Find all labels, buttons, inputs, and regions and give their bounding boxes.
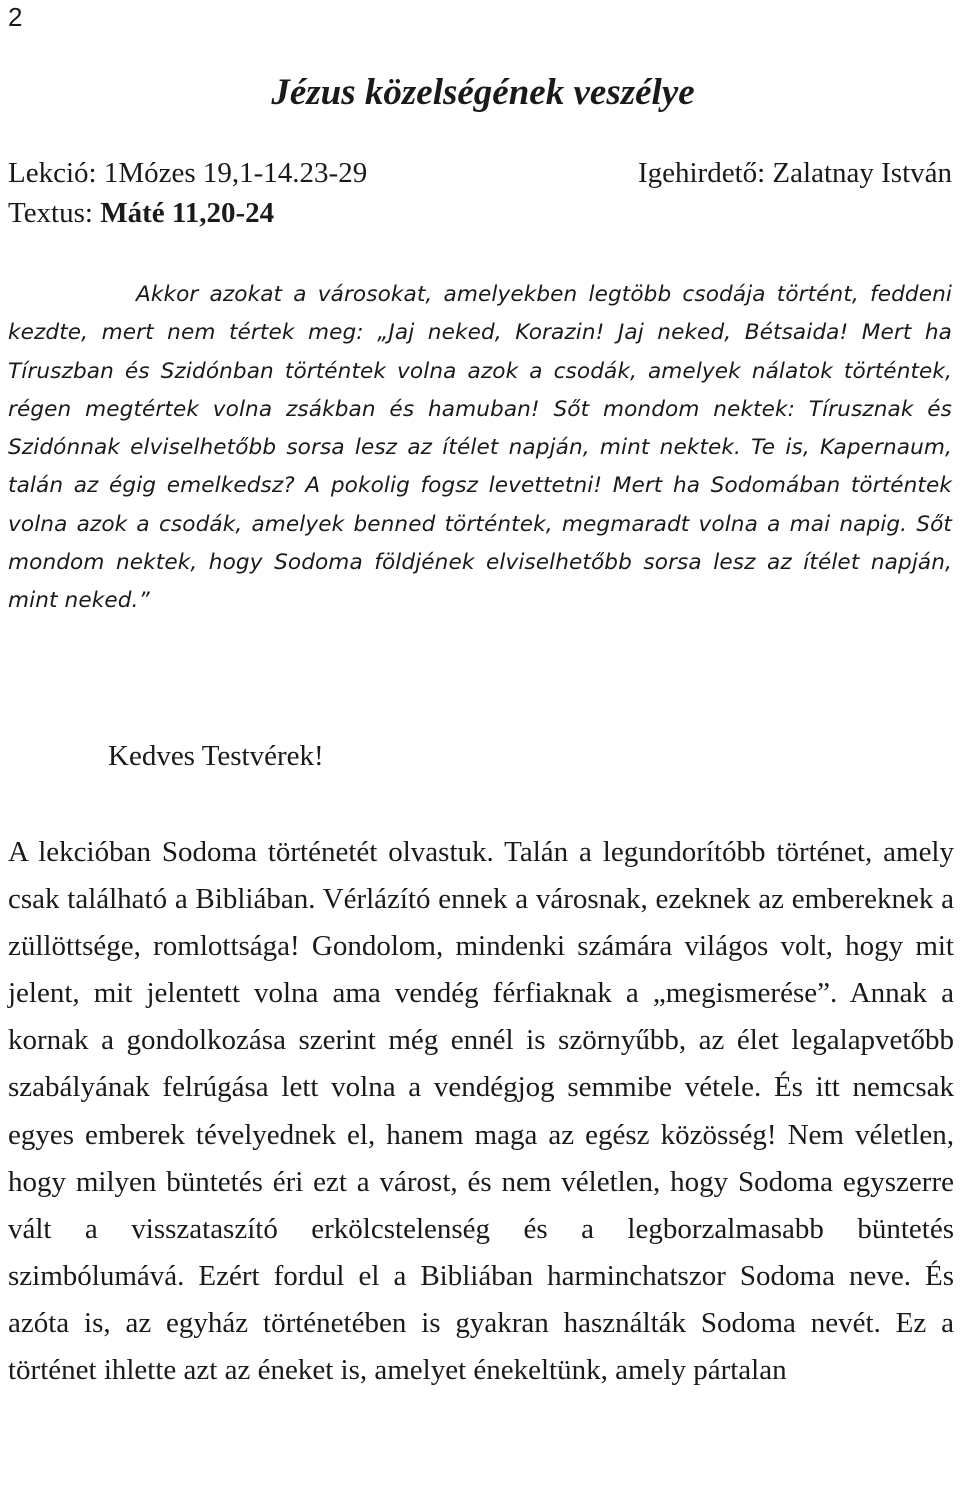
textus-label: Textus:: [8, 197, 101, 229]
greeting: Kedves Testvérek!: [108, 740, 324, 772]
page-number: 2: [8, 2, 23, 32]
sermon-body-paragraph: A lekcióban Sodoma történetét olvastuk. Talán a legundorítóbb történet, amely csak található a Bibliában. Vérlázító ennek a városnak, ezeknek az embereknek a züllöttsége, romlottsága! Gondolom, mindenki számára világos volt, hogy mit jelent, mit jelentett volna ama vendég férfiaknak a „megismerése”. Annak a kornak a gondolkozása szerint még ennél is szörnyűbb, az élet legalapvetőbb szabályának felrúgása lett volna a vendégjog semmibe vétele. És itt nemcsak egyes emberek tévelyednek el, hanem maga az egész közösség! Nem véletlen, hogy milyen büntetés éri ezt a várost, és nem véletlen, hogy Sodoma egyszerre vált a visszataszító erkölcstelenség és a legborzalmasabb büntetés szimbólumává. Ezért fordul el a Bibliában harminchatszor Sodoma neve. És azóta is, az egyház történetében is gyakran használták Sodoma nevét. Ez a történet ihlette azt az éneket is, amelyet énekeltünk, amely pártalan: [8, 836, 954, 1387]
sermon-meta-row: [8, 155, 952, 191]
textus-row: [8, 195, 952, 231]
sermon-title: Jézus közelségének veszélye: [271, 72, 695, 113]
preacher: Igehirdető: Zalatnay István: [637, 157, 952, 189]
scripture-quote: Akkor azokat a városokat, amelyekben legtöbb csodája történt, feddeni kezdte, mert nem tértek meg: „Jaj neked, Korazin! Jaj neked, Bétsaida! Mert ha Tíruszban és Szidónban történtek volna azok a csodák, amelyek nálatok történtek, régen megtértek volna zsákban és hamuban! Sőt mondom nektek: Tírusznak és Szidónnak elviselhetőbb sorsa lesz az ítélet napján, mint nektek. Te is, Kapernaum, talán az égig emelkedsz? A pokolig fogsz levettetni! Mert ha Sodomában történtek volna azok a csodák, amelyek benned történtek, megmaradt volna a mai napig. Sőt mondom nektek, hogy Sodoma földjének elviselhetőbb sorsa lesz az ítélet napján, mint neked.”: [8, 282, 952, 614]
lekcio-reference: Lekció: 1Mózes 19,1-14.23-29: [8, 157, 368, 189]
textus-reference: Máté 11,20-24: [100, 197, 275, 229]
